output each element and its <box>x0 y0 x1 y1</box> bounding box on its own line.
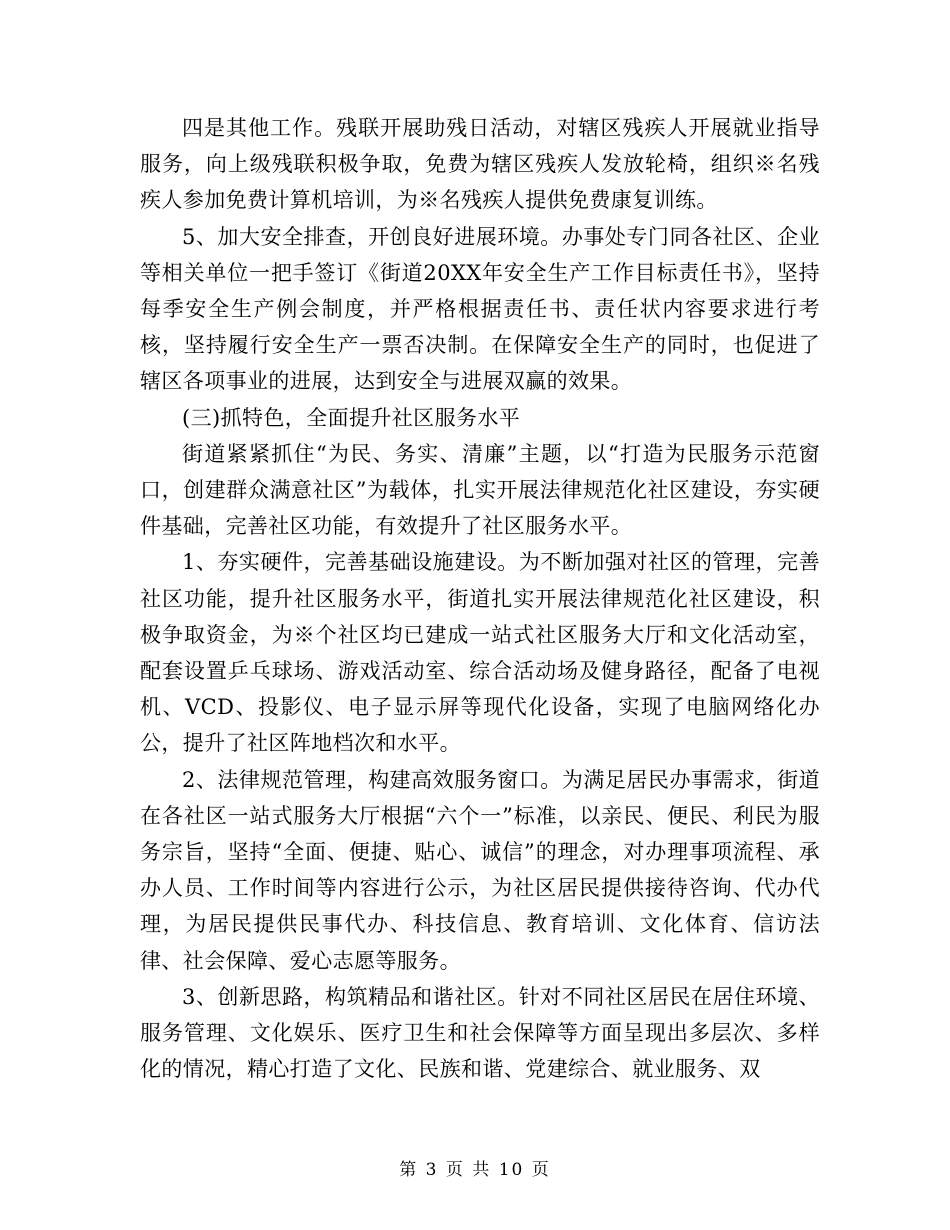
paragraph-hardware-infrastructure: 1、夯实硬件，完善基础设施建设。为不断加强对社区的管理，完善社区功能，提升社区服务水平，街道扎实开展法律规范化社区建设，积极争取资金，为※个社区均已建成一站式社区服务大厅和文化活动室，配套设置乒乓球场、游戏活动室、综合活动场及健身路径，配备了电视机、VCD、投影仪、电子显示屏等现代化设备，实现了电脑网络化办公，提升了社区阵地档次和水平。 <box>140 550 820 756</box>
document-body <box>140 110 820 1087</box>
paragraph-other-work: 四是其他工作。残联开展助残日活动，对辖区残疾人开展就业指导服务，向上级残联积极争取，免费为辖区残疾人发放轮椅，组织※名残疾人参加免费计算机培训，为※名残疾人提供免费康复训练。 <box>140 116 820 213</box>
paragraph-street-theme: 街道紧紧抓住“为民、务实、清廉”主题，以“打造为民服务示范窗口，创建群众满意社区”为载体，扎实开展法律规范化社区建设，夯实硬件基础，完善社区功能，有效提升了社区服务水平。 <box>140 441 820 539</box>
page-number-footer: 第 3 页 共 10 页 <box>399 1160 551 1180</box>
paragraph-safety-inspection: 5、加大安全排查，开创良好进展环境。办事处专门同各社区、企业等相关单位一把手签订《街道20XX年安全生产工作目标责任书》，坚持每季安全生产例会制度，并严格根据责任书、责任状内容要求进行考核，坚持履行安全生产一票否决制。在保障安全生产的同时，也促进了辖区各项事业的进展，达到安全与进展双赢的效果。 <box>140 224 820 394</box>
paragraph-service-window: 2、法律规范管理，构建高效服务窗口。为满足居民办事需求，街道在各社区一站式服务大厅根据“六个一”标准，以亲民、便民、利民为服务宗旨，坚持“全面、便捷、贴心、诚信”的理念，对办理事项流程、承办人员、工作时间等内容进行公示，为社区居民提供接待咨询、代办代理，为居民提供民事代办、科技信息、教育培训、文化体育、信访法律、社会保障、爱心志愿等服务。 <box>140 767 820 973</box>
paragraph-harmonious-community: 3、创新思路，构筑精品和谐社区。针对不同社区居民在居住环境、服务管理、文化娱乐、医疗卫生和社会保障等方面呈现出多层次、多样化的情况，精心打造了文化、民族和谐、党建综合、就业服务、双 <box>140 984 820 1082</box>
section-heading-community-service: (三)抓特色，全面提升社区服务水平 <box>182 405 521 430</box>
